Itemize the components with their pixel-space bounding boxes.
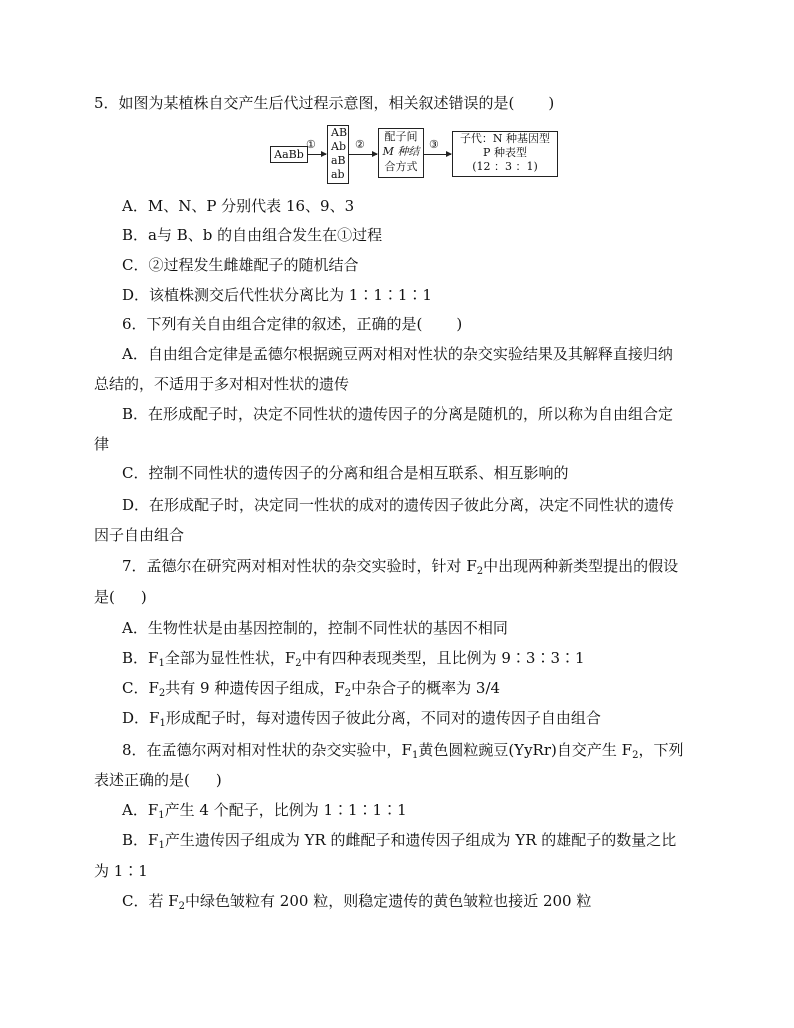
q6-option-d-line1: D．在形成配子时，决定同一性状的成对的遗传因子彼此分离，决定不同性状的遗传 xyxy=(122,496,675,514)
q8-stem-line2: 表述正确的是( ) xyxy=(94,771,222,789)
q6-stem: 6．下列有关自由组合定律的叙述，正确的是( ) xyxy=(122,315,463,333)
q7-option-d: D．$F_1$形成配子时，每对遗传因子彼此分离，不同对的遗传因子自由组合 xyxy=(122,709,601,729)
q7-stem-line2: 是( ) xyxy=(94,588,147,606)
arrow-1 xyxy=(307,154,326,155)
q6-option-d-line2: 因子自由组合 xyxy=(94,526,185,544)
q6-option-b-line2: 律 xyxy=(94,435,110,453)
gamete: Ab xyxy=(331,140,346,153)
q5-stem: 5．如图为某植株自交产生后代过程示意图，相关叙述错误的是( ) xyxy=(94,94,555,112)
q7-option-a: A．生物性状是由基因控制的，控制不同性状的基因不相同 xyxy=(122,619,508,637)
gamete: aB xyxy=(331,154,346,167)
q8-option-a: A．$F_1$产生 4 个配子，比例为 1∶1∶1∶1 xyxy=(122,801,407,821)
q6-option-b-line1: B．在形成配子时，决定不同性状的遗传因子的分离是随机的，所以称为自由组合定 xyxy=(122,405,674,423)
q6-option-a-line1: A．自由组合定律是孟德尔根据豌豆两对相对性状的杂交实验结果及其解释直接归纳 xyxy=(122,345,673,363)
q5-option-b: B．a与 B、b 的自由组合发生在①过程 xyxy=(122,226,383,244)
combination-box: 配子间 M 种结 合方式 xyxy=(378,128,424,178)
step-3-label: ③ xyxy=(429,138,439,151)
q5-option-a: A．M、N、P 分别代表 16、9、3 xyxy=(122,197,355,215)
q7-option-b: B．$F_1$全部为显性性状，$F_2$中有四种表现类型，且比例为 9∶3∶3∶1 xyxy=(122,649,585,669)
gametes-box xyxy=(327,125,349,184)
q7-option-c: C．$F_2$共有 9 种遗传因子组成，$F_2$中杂合子的概率为 3/4 xyxy=(122,679,501,699)
arrow-2 xyxy=(349,154,377,155)
step-2-label: ② xyxy=(355,138,365,151)
q6-option-c: C．控制不同性状的遗传因子的分离和组合是相互联系、相互影响的 xyxy=(122,464,569,482)
q7-stem-line1: 7．孟德尔在研究两对相对性状的杂交实验时，针对 $F_2$中出现两种新类型提出的假设 xyxy=(122,557,679,577)
q8-option-c: C．若 $F_2$中绿色皱粒有 200 粒，则稳定遗传的黄色皱粒也接近 200 粒 xyxy=(122,892,592,912)
arrow-3 xyxy=(423,154,451,155)
q5-option-c: C．②过程发生雌雄配子的随机结合 xyxy=(122,256,359,274)
q8-option-b-line1: B．$F_1$产生遗传因子组成为 YR 的雌配子和遗传因子组成为 YR 的雄配子的数量之比 xyxy=(122,831,677,851)
q6-option-a-line2: 总结的，不适用于多对相对性状的遗传 xyxy=(94,375,350,393)
gamete: ab xyxy=(331,168,345,181)
parent-genotype-box: AaBb xyxy=(270,146,308,163)
gamete: AB xyxy=(331,126,348,139)
q5-option-d: D．该植株测交后代性状分离比为 1∶1∶1∶1 xyxy=(122,286,432,304)
q8-option-b-line2: 为 1∶1 xyxy=(94,862,148,880)
offspring-box: 子代：N 种基因型 P 种表型 (12 ：3 ：1) xyxy=(452,131,558,177)
q8-stem-line1: 8．在孟德尔两对相对性状的杂交实验中，$F_1$黄色圆粒豌豆(YyRr)自交产生 $F_2$，下列 xyxy=(122,741,684,761)
step-1-label: ① xyxy=(306,138,316,151)
